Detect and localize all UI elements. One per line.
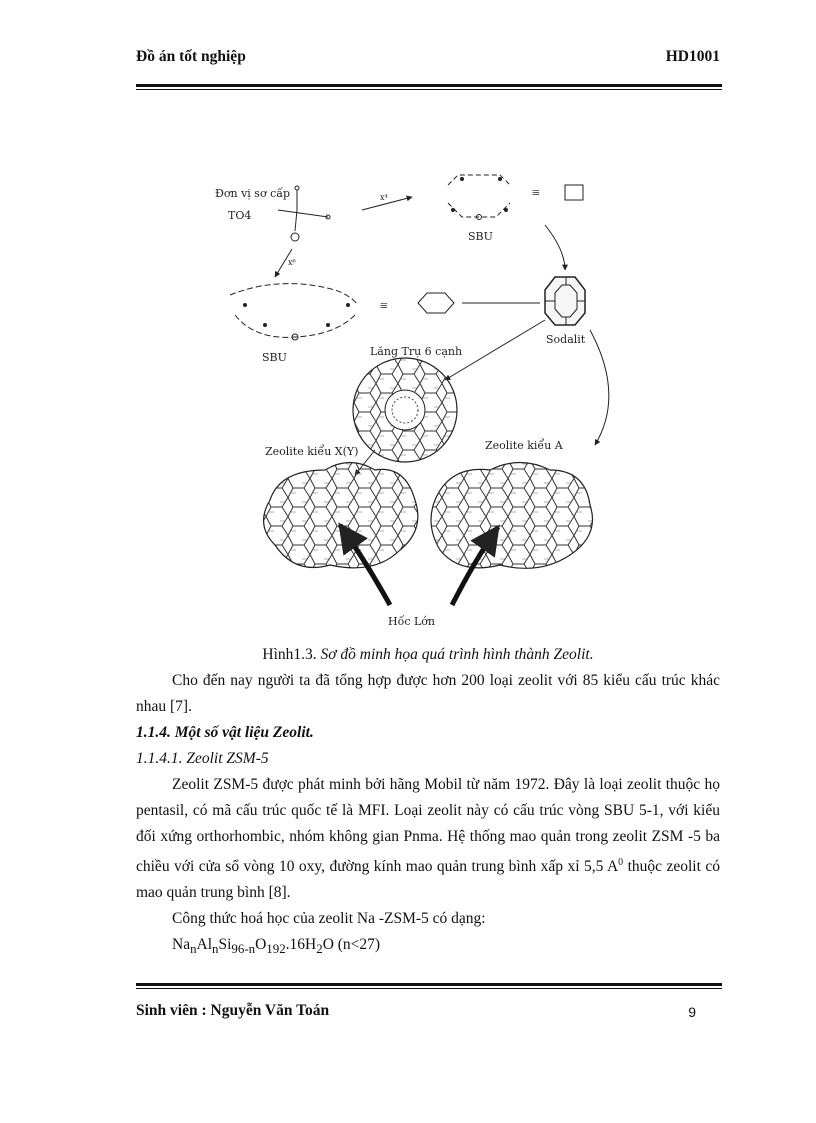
label-zeolite-a: Zeolite kiểu A: [485, 439, 563, 452]
page-footer: [136, 1002, 720, 1026]
section-heading: 1.1.4. Một số vật liệu Zeolit.: [136, 724, 314, 741]
label-to4: TO4: [228, 209, 252, 222]
label-sbu-left: SBU: [262, 351, 287, 364]
header-rule-thin: [136, 89, 722, 90]
page-header: [136, 48, 720, 72]
sodalite-cage: [545, 277, 586, 346]
sbu-six-ring: [230, 284, 358, 364]
caption-prefix: Hình1.3.: [262, 646, 317, 663]
svg-text:x⁴: x⁴: [380, 193, 388, 202]
zeolite-a-framework: [431, 463, 593, 569]
faujasite-supercage: [353, 358, 457, 462]
angstrom-superscript: 0: [618, 857, 624, 868]
zeolite-xy-framework: [264, 463, 418, 568]
paragraph-zsm5-text: Zeolit ZSM-5 được phát minh bởi hãng Mobil từ năm 1972. Đây là loại zeolit thuộc họ pentasil, có mã cấu trúc quốc tế là MFI. Loại zeolit này có cấu trúc vòng SBU 5-1, với kiểu đối xứng orthorhombic, nhóm không gian Pnma. Hệ thống mao quản trong zeolit ZSM -5 ba chiều với cửa sổ vòng 10 oxy, đường kính mao quản trung bình xấp xỉ 5,5 A: [136, 776, 720, 876]
arrow-square-to-sodalite: [545, 225, 565, 270]
primary-unit-tetrahedron: [215, 186, 330, 241]
footer-student: Sinh viên : Nguyễn Văn Toán: [136, 1002, 330, 1019]
page-number: 9: [688, 1004, 696, 1020]
header-title: Đồ án tốt nghiệp: [136, 48, 246, 65]
label-large-cavity: Hốc Lớn: [388, 615, 435, 628]
figure-caption: [136, 646, 720, 664]
paragraph-zsm5: [136, 772, 720, 906]
chemical-formula: $Na_nAl_nSi_{96-n}O_{192}.16H_2O$ (n<27): [172, 936, 381, 957]
zeolite-formation-diagram: [200, 165, 640, 635]
hexagon-symbol: [418, 293, 454, 313]
label-sbu-top: SBU: [468, 230, 493, 243]
body-text: [136, 668, 720, 962]
label-prism: Lăng Trụ 6 cạnh: [370, 345, 463, 358]
caption-text: Sơ đồ minh họa quá trình hình thành Zeolit.: [316, 646, 594, 663]
paragraph-formula-intro: Công thức hoá học của zeolit Na -ZSM-5 có dạng:: [172, 910, 486, 928]
label-primary-unit: Đơn vị sơ cấp: [215, 187, 291, 200]
svg-text:≡: ≡: [532, 186, 540, 201]
label-sodalit: Sodalit: [546, 333, 586, 346]
header-rule-thick: [136, 84, 722, 87]
subsection-heading: 1.1.4.1. Zeolit ZSM-5: [136, 750, 269, 767]
svg-text:x⁶: x⁶: [288, 258, 296, 267]
arrow-sodalite-to-zeolite-a: [590, 330, 609, 445]
square-symbol: [565, 185, 583, 200]
header-code: HD1001: [665, 48, 720, 65]
paragraph-zsm5-tail: thuộc zeolit có mao quản trung bình [8].: [136, 858, 720, 902]
footer-rule-thin: [136, 988, 722, 989]
footer-rule-thick: [136, 983, 722, 986]
sbu-four-ring: [448, 175, 510, 243]
paragraph-intro: Cho đến nay người ta đã tổng hợp được hơn 200 loại zeolit với 85 kiểu cấu trúc khác nhau [7].: [136, 672, 720, 715]
label-zeolite-xy: Zeolite kiểu X(Y): [265, 445, 359, 458]
svg-text:≡: ≡: [380, 299, 388, 314]
